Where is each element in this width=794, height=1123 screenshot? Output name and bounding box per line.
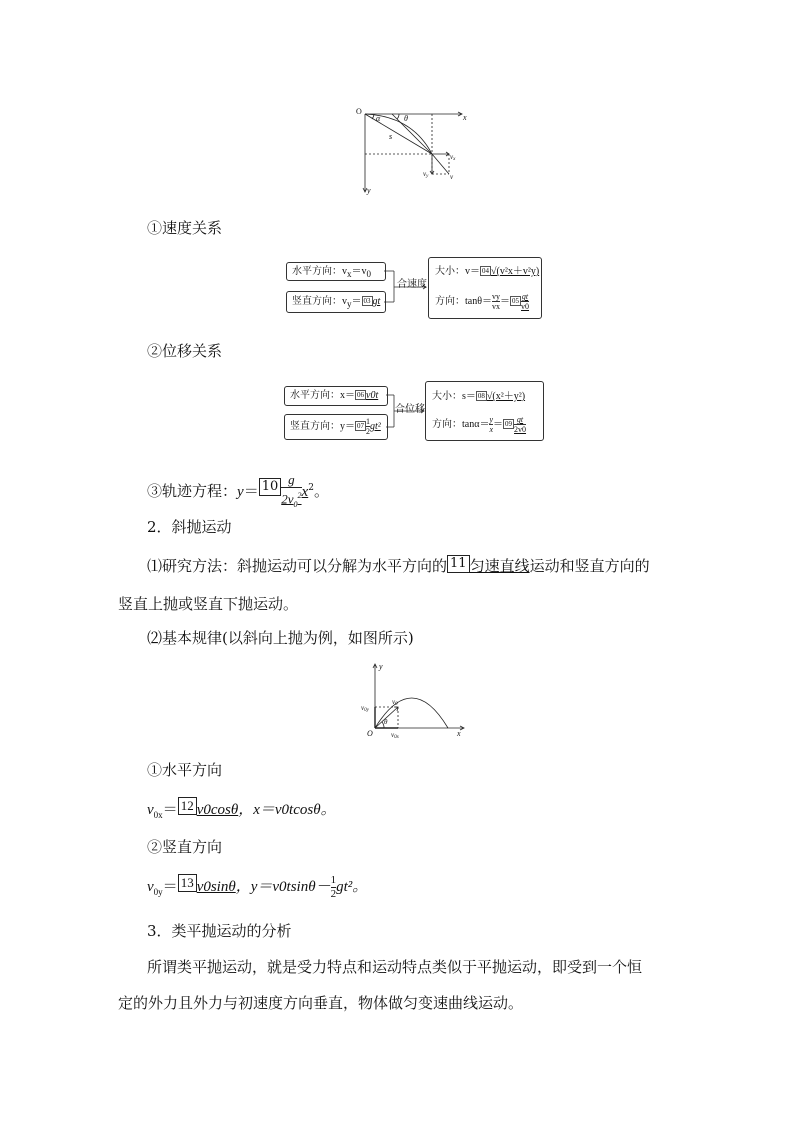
displacement-combine-label: 合位移	[395, 404, 425, 415]
section2-title: 2．斜抛运动	[147, 518, 232, 536]
velocity-combine-label: 合速度	[397, 279, 427, 290]
velocity-magnitude: 大小：v＝ 04 √(v²x＋v²y)	[435, 266, 540, 277]
velocity-result-box	[428, 257, 542, 319]
v-label: v	[450, 173, 454, 181]
y-axis-label: y	[367, 186, 371, 195]
horizontal-heading: ①水平方向	[147, 761, 223, 779]
projectile-diagram	[352, 102, 472, 197]
velocity-horizontal-text: 水平方向：$v_x=v_0$	[292, 266, 371, 279]
displacement-vertical-text: 竖直方向：y＝ 07 $\frac{1}{2}$ gt²	[290, 417, 381, 437]
theta-label: θ	[404, 114, 408, 123]
velocity-vertical-box	[286, 291, 386, 313]
vertical-equation: $v_{0y}= 13$ v0sinθ，y＝v0tsinθ－ $\frac{1}{2}$ gt²。	[147, 874, 368, 901]
section2-p2: ⑵基本规律(以斜向上抛为例，如图所示)	[147, 629, 414, 647]
alpha-label: α	[376, 114, 381, 123]
velocity-horizontal-box	[286, 262, 386, 281]
section2-p1-line1: ⑴研究方法：斜抛运动可以分解为水平方向的 11 匀速直线运动和竖直方向的	[147, 556, 650, 575]
velocity-vertical-text: 竖直方向：$v_y= 03$ gt	[292, 296, 381, 309]
displacement-vertical-box	[284, 414, 388, 440]
section3-line2: 定的外力且外力与初速度方向垂直，物体做匀变速曲线运动。	[118, 994, 524, 1012]
section3-title: 3．类平抛运动的分析	[147, 922, 292, 940]
displacement-result-box	[425, 381, 544, 441]
section3-line1: 所谓类平抛运动，就是受力特点和运动特点类似于平抛运动，即受到一个恒	[147, 958, 643, 976]
s-label: s	[389, 132, 393, 141]
displacement-magnitude: 大小：s＝ 08 √(x²＋y²)	[432, 391, 526, 402]
velocity-direction: 方向：tanθ＝ $\frac{vy}{vx}$ ＝ 05 $\frac{gt}{v0}$	[435, 292, 530, 311]
theta-label-2: θ	[384, 718, 388, 726]
displacement-horizontal-box	[284, 386, 388, 406]
velocity-heading: ①速度关系	[147, 219, 223, 237]
oblique-projectile-diagram	[360, 660, 470, 740]
x-axis-label: x	[463, 113, 467, 122]
trajectory-equation: ③轨迹方程：y＝ 10 $\frac{g}{2v_0^2}$ $x^2$。	[147, 472, 329, 509]
origin-label-2: O	[367, 729, 373, 738]
x-axis-label-2: x	[457, 729, 461, 738]
v0y-label: v0y	[361, 704, 369, 713]
vy-label: vy	[423, 170, 429, 179]
y-axis-label-2: y	[379, 662, 383, 671]
horizontal-equation: $v_{0x}= 12$ v0cosθ，x＝v0tcosθ。	[147, 798, 336, 820]
displacement-horizontal-text: 水平方向：x＝ 06 v0t	[290, 390, 379, 401]
origin-label: O	[356, 107, 362, 116]
section2-p1-line2: 竖直上抛或竖直下抛运动。	[118, 595, 299, 613]
displacement-direction: 方向：tanα＝ $\frac{y}{x}$ ＝ 09 $\frac{gt}{2v0}$	[432, 415, 527, 434]
displacement-heading: ②位移关系	[147, 342, 223, 360]
vertical-heading: ②竖直方向	[147, 838, 223, 856]
v0x-label: v0x	[391, 731, 399, 740]
vx-label: vx	[450, 153, 456, 162]
v0-label: v0	[392, 698, 398, 707]
